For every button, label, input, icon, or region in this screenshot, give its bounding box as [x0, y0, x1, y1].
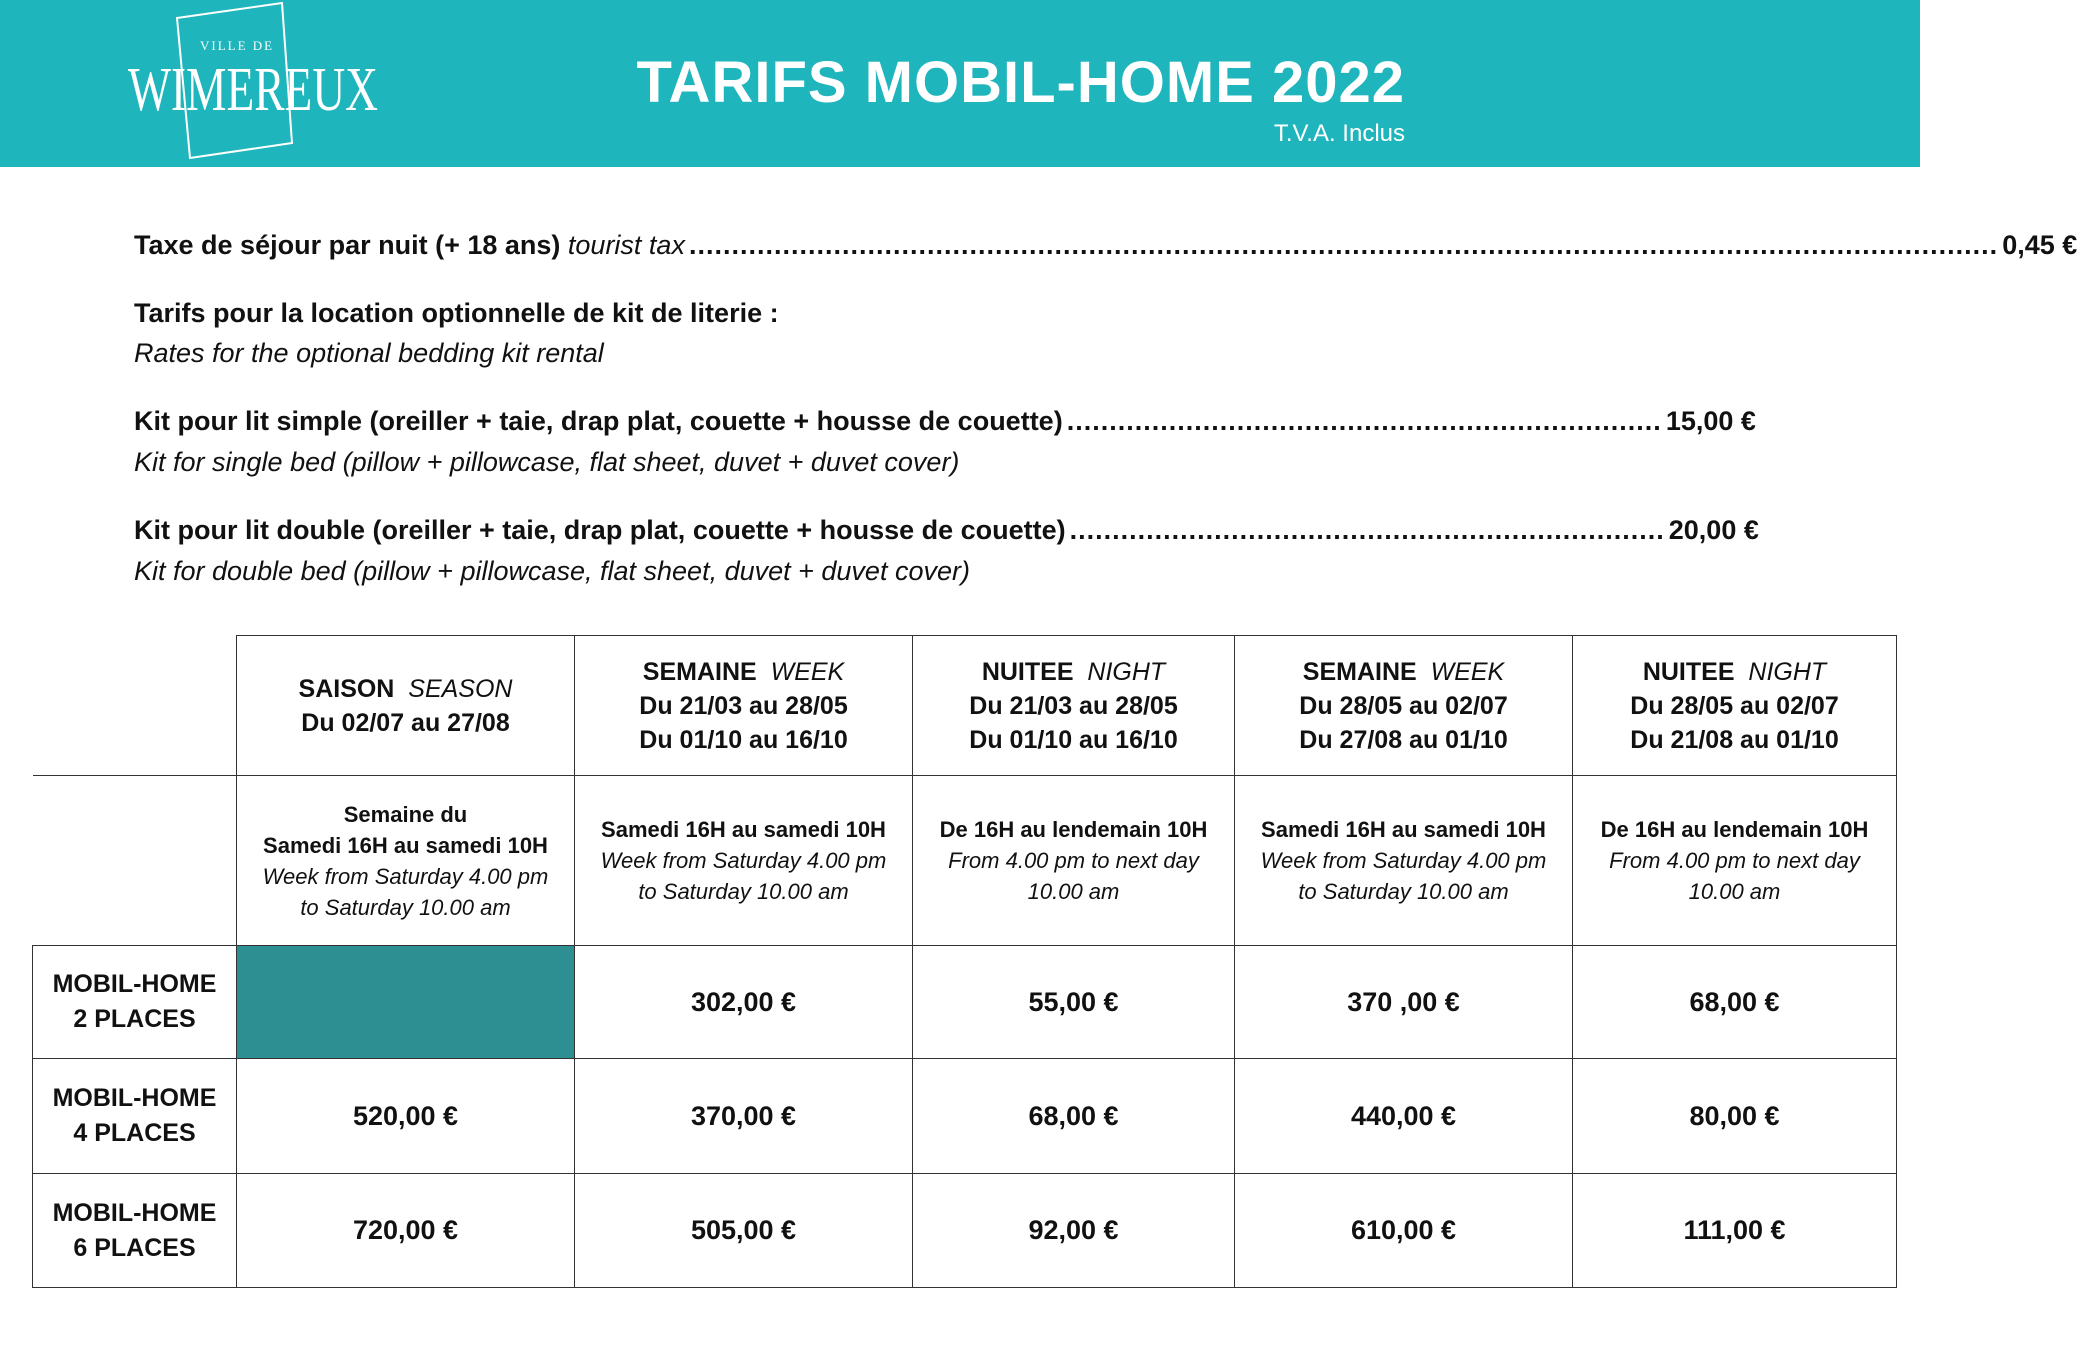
column-header: SEMAINE WEEK Du 28/05 au 02/07 Du 27/08 au 01/10 — [1235, 636, 1573, 776]
price-cell: 68,00 € — [1573, 946, 1897, 1059]
price-cell: 111,00 € — [1573, 1174, 1897, 1288]
header-banner — [0, 0, 1920, 167]
table-row — [33, 1174, 1897, 1288]
price-cell: 302,00 € — [575, 946, 913, 1059]
empty-corner-cell — [33, 776, 237, 946]
tourist-tax-english: tourist tax — [567, 230, 685, 260]
tourist-tax-label: Taxe de séjour par nuit (+ 18 ans) — [134, 230, 561, 260]
single-kit-english: Kit for single bed (pillow + pillowcase, flat sheet, duvet + duvet cover) — [134, 447, 960, 477]
price-cell: 370 ,00 € — [1235, 946, 1573, 1059]
logo-small-text: VILLE DE — [200, 38, 275, 53]
schedule-cell: De 16H au lendemain 10H From 4.00 pm to next day 10.00 am — [1573, 776, 1897, 946]
table-row — [33, 946, 1897, 1059]
double-kit-price: 20,00 € — [1668, 515, 1759, 545]
dot-leader: .......................................................................................................................................................... — [688, 230, 1999, 260]
column-header: SEMAINE WEEK Du 21/03 au 28/05 Du 01/10 au 16/10 — [575, 636, 913, 776]
empty-corner-cell — [33, 636, 237, 776]
table-header-row — [33, 636, 1897, 776]
price-cell: 440,00 € — [1235, 1059, 1573, 1174]
dot-leader: ...................................................................... — [1066, 406, 1662, 436]
double-kit-line — [134, 513, 1759, 547]
single-kit-line — [134, 404, 1756, 438]
column-header: SAISON SEASON Du 02/07 au 27/08 — [237, 636, 575, 776]
schedule-cell: De 16H au lendemain 10H From 4.00 pm to next day 10.00 am — [913, 776, 1235, 946]
row-label: MOBIL-HOME 2 PLACES — [33, 946, 237, 1059]
page-title: TARIFS MOBIL-HOME 2022 — [636, 50, 1405, 115]
schedule-cell: Samedi 16H au samedi 10H Week from Saturday 4.00 pm to Saturday 10.00 am — [1235, 776, 1573, 946]
page-subtitle: T.V.A. Inclus — [1273, 120, 1405, 147]
price-cell: 68,00 € — [913, 1059, 1235, 1174]
schedule-cell: Semaine du Samedi 16H au samedi 10H Week from Saturday 4.00 pm to Saturday 10.00 am — [237, 776, 575, 946]
bedding-subtitle: Rates for the optional bedding kit rental — [134, 338, 604, 368]
price-cell: 80,00 € — [1573, 1059, 1897, 1174]
single-kit-price: 15,00 € — [1665, 406, 1756, 436]
double-kit-english: Kit for double bed (pillow + pillowcase, flat sheet, duvet + duvet cover) — [134, 556, 970, 586]
price-cell: 520,00 € — [237, 1059, 575, 1174]
wimereux-logo — [122, 10, 382, 160]
row-label: MOBIL-HOME 4 PLACES — [33, 1059, 237, 1174]
tourist-tax-price: 0,45 € — [2002, 230, 2077, 260]
price-cell: 92,00 € — [913, 1174, 1235, 1288]
double-kit-label: Kit pour lit double (oreiller + taie, drap plat, couette + housse de couette) — [134, 515, 1066, 545]
table-schedule-row — [33, 776, 1897, 946]
table-row — [33, 1059, 1897, 1174]
price-cell: 55,00 € — [913, 946, 1235, 1059]
bedding-title: Tarifs pour la location optionnelle de kit de literie : — [134, 298, 779, 328]
column-header: NUITEE NIGHT Du 28/05 au 02/07 Du 21/08 au 01/10 — [1573, 636, 1897, 776]
price-cell: 505,00 € — [575, 1174, 913, 1288]
single-kit-label: Kit pour lit simple (oreiller + taie, drap plat, couette + housse de couette) — [134, 406, 1063, 436]
price-cell: 720,00 € — [237, 1174, 575, 1288]
schedule-cell: Samedi 16H au samedi 10H Week from Saturday 4.00 pm to Saturday 10.00 am — [575, 776, 913, 946]
tariff-table — [32, 635, 1897, 1288]
price-cell: 610,00 € — [1235, 1174, 1573, 1288]
dot-leader: ...................................................................... — [1069, 515, 1665, 545]
logo-big-text: WIMEREUX — [128, 56, 378, 124]
unavailable-cell — [237, 946, 575, 1059]
column-header: NUITEE NIGHT Du 21/03 au 28/05 Du 01/10 au 16/10 — [913, 636, 1235, 776]
price-cell: 370,00 € — [575, 1059, 913, 1174]
tourist-tax-line — [134, 228, 2077, 262]
row-label: MOBIL-HOME 6 PLACES — [33, 1174, 237, 1288]
